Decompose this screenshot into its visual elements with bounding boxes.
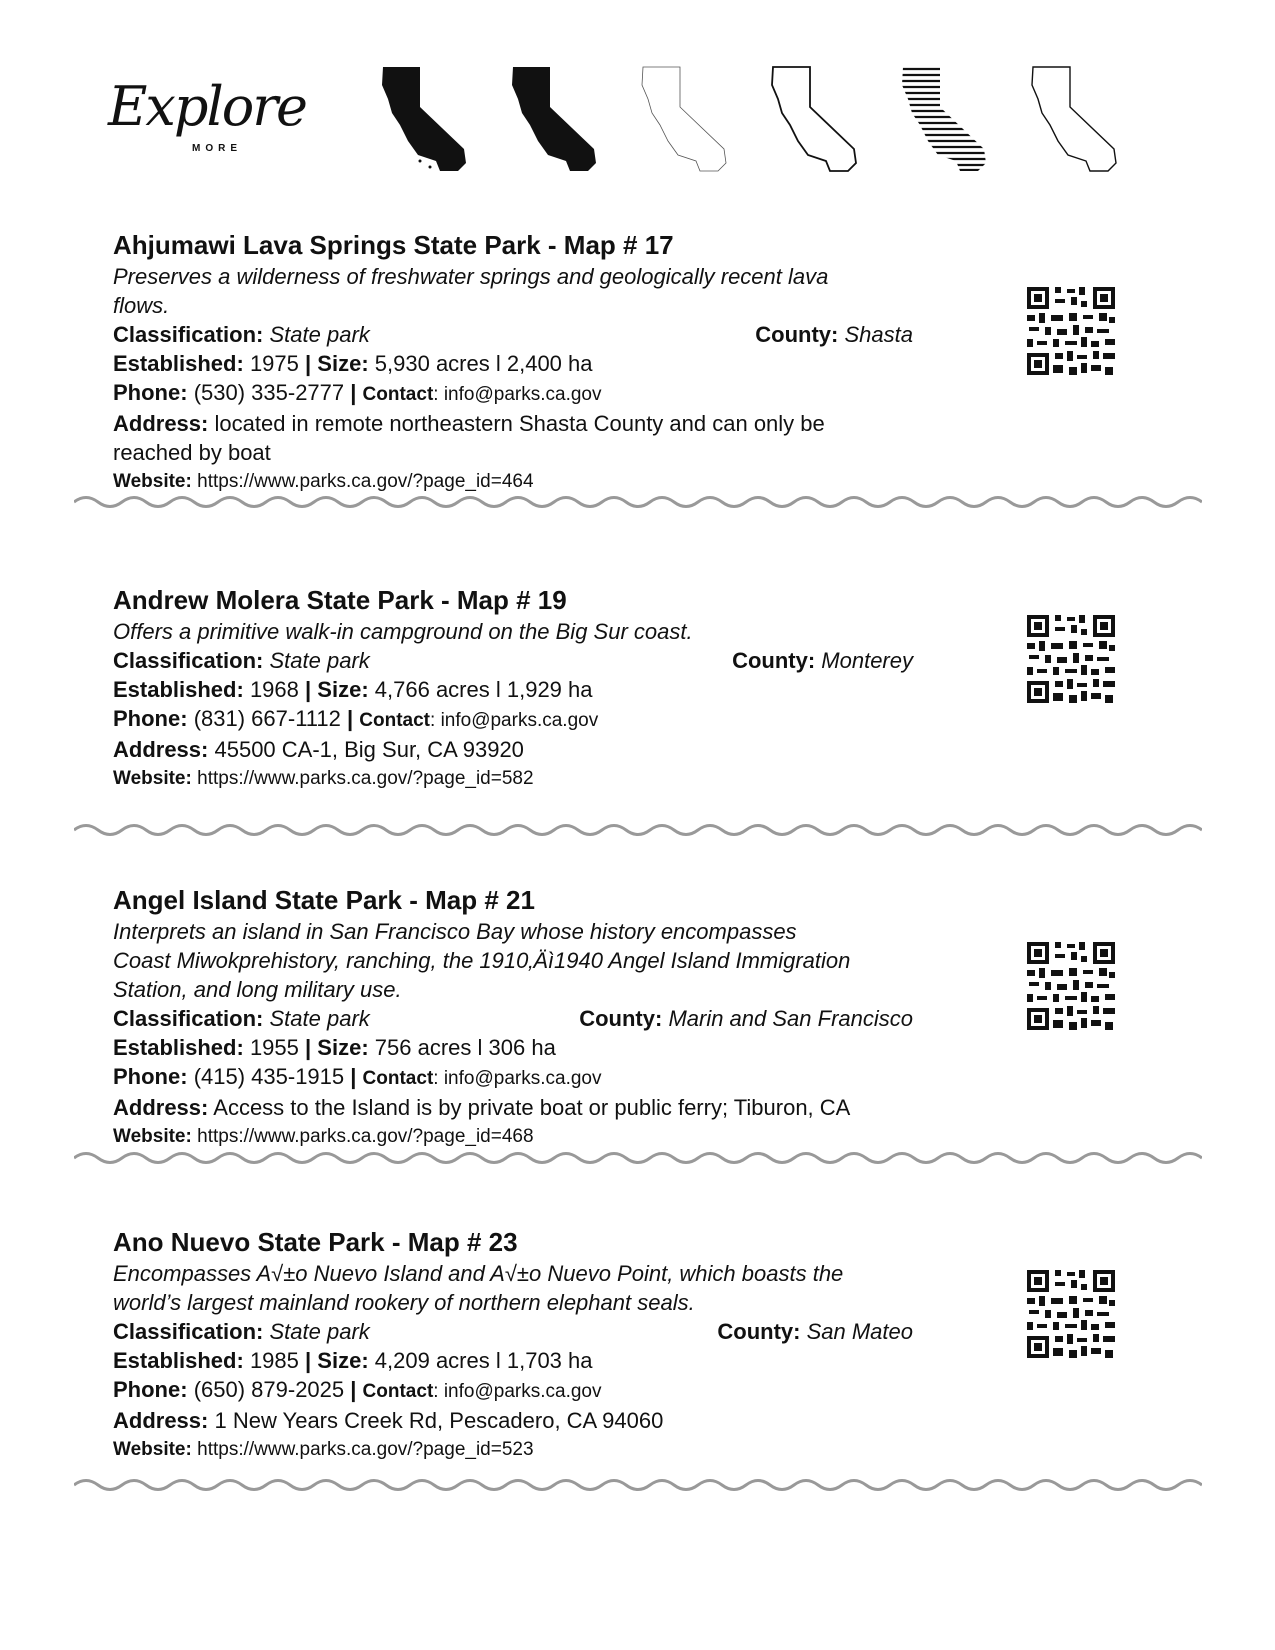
website-label: Website: — [113, 1126, 192, 1147]
county-value: San Mateo — [806, 1319, 913, 1344]
established-value: 1968 — [249, 677, 299, 702]
county-label: County: — [755, 322, 839, 347]
address-label: Address: — [113, 411, 209, 436]
website-link[interactable]: https://www.parks.ca.gov/?page_id=468 — [197, 1126, 534, 1147]
county — [755, 320, 913, 349]
county — [732, 646, 913, 675]
phone-label: Phone: — [113, 706, 188, 731]
california-solid-icon — [378, 63, 478, 175]
classification-value: State park — [269, 322, 370, 347]
established-label: Established: — [113, 1348, 244, 1373]
address-row — [113, 409, 873, 467]
county-value: Shasta — [844, 322, 913, 347]
separator: | — [350, 1377, 357, 1402]
phone-value: (831) 667-1112 — [193, 706, 341, 731]
classification-value: State park — [269, 1319, 370, 1344]
established-value: 1955 — [249, 1035, 299, 1060]
phone-label: Phone: — [113, 1377, 188, 1402]
park-entry — [113, 883, 1163, 1151]
contact-label: Contact — [362, 1068, 434, 1089]
classification-value: State park — [269, 1006, 370, 1031]
website-label: Website: — [113, 471, 192, 492]
wave-divider-icon — [74, 495, 1202, 509]
established-value: 1985 — [249, 1348, 299, 1373]
park-title: Ahjumawi Lava Springs State Park - Map # 17 — [113, 230, 674, 260]
size-value: 4,766 acres l 1,929 ha — [374, 677, 593, 702]
established-row — [113, 1033, 913, 1062]
park-description: Preserves a wilderness of freshwater springs and geologically recent lava flows. — [113, 264, 829, 318]
phone-value: (650) 879-2025 — [193, 1377, 345, 1402]
california-thin-outline-icon — [638, 63, 738, 175]
county-label: County: — [732, 648, 816, 673]
county — [579, 1004, 913, 1033]
park-description: Offers a primitive walk-in campground on the Big Sur coast. — [113, 619, 693, 644]
phone-value: (415) 435-1915 — [193, 1064, 345, 1089]
separator: | — [305, 677, 312, 702]
established-label: Established: — [113, 1035, 244, 1060]
classification-label: Classification: — [113, 322, 264, 347]
separator: | — [350, 380, 357, 405]
park-title: Andrew Molera State Park - Map # 19 — [113, 585, 567, 615]
logo-sub-text: MORE — [192, 143, 242, 154]
california-outline-icon — [1028, 63, 1128, 175]
address-value: 1 New Years Creek Rd, Pescadero, CA 94060 — [214, 1408, 664, 1433]
separator: | — [305, 351, 312, 376]
header — [0, 55, 1275, 185]
address-row — [113, 1093, 913, 1122]
size-label: Size: — [317, 1348, 369, 1373]
california-solid-icon — [508, 63, 608, 175]
park-entry — [113, 1225, 1163, 1464]
park-description: Interprets an island in San Francisco Bay whose history encompasses Coast Miwokprehistory, ranching, the 1910‚Äì1940 Angel Island Immigration Station, and long military use. — [113, 919, 851, 1002]
park-entry — [113, 583, 1163, 793]
established-value: 1975 — [249, 351, 299, 376]
established-row — [113, 349, 913, 378]
address-value: Access to the Island is by private boat or public ferry; Tiburon, CA — [213, 1095, 851, 1120]
website-link[interactable]: https://www.parks.ca.gov/?page_id=464 — [197, 471, 534, 492]
address-label: Address: — [113, 1095, 209, 1120]
website-link[interactable]: https://www.parks.ca.gov/?page_id=582 — [197, 768, 534, 789]
website-label: Website: — [113, 768, 192, 789]
park-entry — [113, 228, 1163, 496]
size-value: 4,209 acres l 1,703 ha — [374, 1348, 593, 1373]
website-row — [113, 1435, 913, 1464]
separator: | — [305, 1348, 312, 1373]
website-row — [113, 764, 913, 793]
phone-row — [113, 1375, 913, 1406]
size-label: Size: — [317, 351, 369, 376]
explore-more-logo — [108, 75, 308, 165]
phone-label: Phone: — [113, 380, 188, 405]
website-label: Website: — [113, 1439, 192, 1460]
wave-divider-icon — [74, 1151, 1202, 1165]
address-row — [113, 1406, 873, 1435]
contact-label: Contact — [359, 710, 431, 731]
california-outline-icon — [768, 63, 868, 175]
wave-divider-icon — [74, 1478, 1202, 1492]
address-label: Address: — [113, 1408, 209, 1433]
contact-value[interactable]: : info@parks.ca.gov — [433, 1068, 602, 1089]
phone-row — [113, 378, 913, 409]
classification-row — [113, 1317, 913, 1346]
size-value: 756 acres l 306 ha — [374, 1035, 556, 1060]
classification-label: Classification: — [113, 1319, 264, 1344]
address-label: Address: — [113, 737, 209, 762]
established-row — [113, 1346, 913, 1375]
county-label: County: — [579, 1006, 663, 1031]
park-description: Encompasses A√±o Nuevo Island and A√±o Nuevo Point, which boasts the world’s largest mainland rookery of northern elephant seals. — [113, 1261, 844, 1315]
park-title: Angel Island State Park - Map # 21 — [113, 885, 535, 915]
size-value: 5,930 acres l 2,400 ha — [374, 351, 593, 376]
classification-label: Classification: — [113, 648, 264, 673]
address-row — [113, 735, 873, 764]
county-value: Monterey — [821, 648, 913, 673]
established-label: Established: — [113, 677, 244, 702]
website-link[interactable]: https://www.parks.ca.gov/?page_id=523 — [197, 1439, 534, 1460]
classification-row — [113, 1004, 913, 1033]
classification-value: State park — [269, 648, 370, 673]
park-title: Ano Nuevo State Park - Map # 23 — [113, 1227, 518, 1257]
contact-value[interactable]: : info@parks.ca.gov — [433, 384, 602, 405]
contact-label: Contact — [362, 1381, 434, 1402]
phone-value: (530) 335-2777 — [193, 380, 345, 405]
logo-script-text: Explore — [108, 75, 306, 138]
classification-row — [113, 320, 913, 349]
classification-label: Classification: — [113, 1006, 264, 1031]
qr-code-icon[interactable] — [1025, 1268, 1117, 1360]
classification-row — [113, 646, 913, 675]
address-value: 45500 CA-1, Big Sur, CA 93920 — [214, 737, 524, 762]
contact-value[interactable]: : info@parks.ca.gov — [430, 710, 599, 731]
phone-row — [113, 1062, 913, 1093]
size-label: Size: — [317, 1035, 369, 1060]
separator: | — [305, 1035, 312, 1060]
website-row — [113, 1122, 913, 1151]
wave-divider-icon — [74, 823, 1202, 837]
separator: | — [350, 1064, 357, 1089]
california-striped-icon — [898, 63, 998, 175]
established-label: Established: — [113, 351, 244, 376]
established-row — [113, 675, 913, 704]
county — [717, 1317, 913, 1346]
address-value: located in remote northeastern Shasta County and can only be reached by boat — [113, 411, 825, 465]
size-label: Size: — [317, 677, 369, 702]
contact-label: Contact — [362, 384, 434, 405]
phone-label: Phone: — [113, 1064, 188, 1089]
contact-value[interactable]: : info@parks.ca.gov — [433, 1381, 602, 1402]
qr-code-icon[interactable] — [1025, 285, 1117, 377]
qr-code-icon[interactable] — [1025, 940, 1117, 1032]
website-row — [113, 467, 913, 496]
county-value: Marin and San Francisco — [668, 1006, 913, 1031]
phone-row — [113, 704, 913, 735]
separator: | — [347, 706, 354, 731]
qr-code-icon[interactable] — [1025, 613, 1117, 705]
county-label: County: — [717, 1319, 801, 1344]
